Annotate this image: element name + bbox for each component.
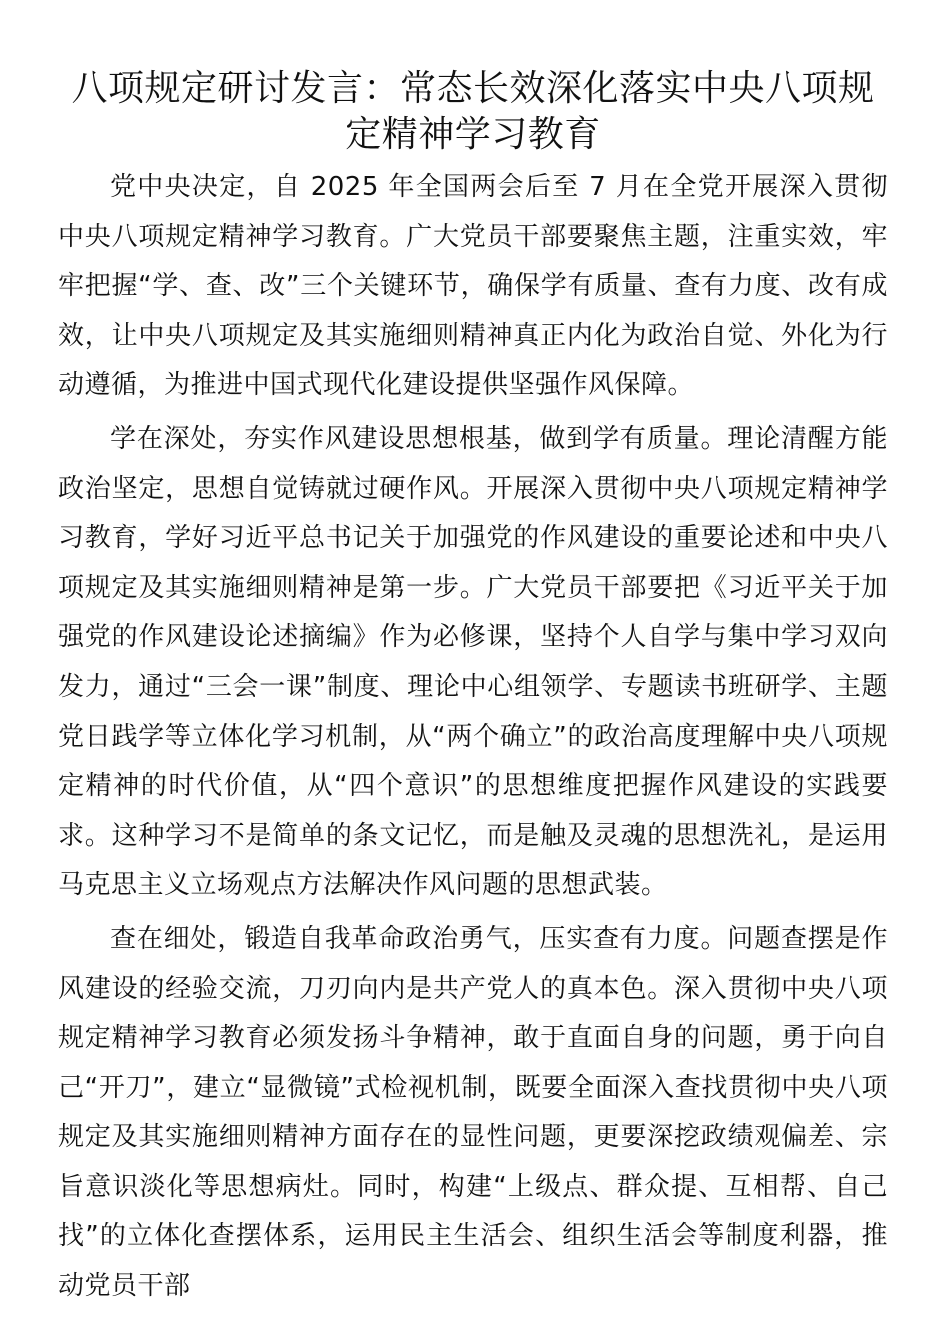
- document-title: 八项规定研讨发言：常态长效深化落实中央八项规定精神学习教育: [71, 68, 875, 155]
- paragraph-study: 学在深处，夯实作风建设思想根基，做到学有质量。理论清醒方能政治坚定，思想自觉铸就过硬作风。开展深入贯彻中央八项规定精神学习教育，学好习近平总书记关于加强党的作风建设的重要论述和中央八项规定及其实施细则精神是第一步。广大党员干部要把《习近平关于加强党的作风建设论述摘编》作为必修课，坚持个人自学与集中学习双向发力，通过“三会一课”制度、理论中心组领学、专题读书班研学、主题党日践学等立体化学习机制，从“两个确立”的政治高度理解中央八项规定精神的时代价值，从“四个意识”的思想维度把握作风建设的实践要求。这种学习不是简单的条文记忆，而是触及灵魂的思想洗礼，是运用马克思主义立场观点方法解决作风问题的思想武装。: [58, 423, 888, 901]
- paragraph-inspect: 查在细处，锻造自我革命政治勇气，压实查有力度。问题查摆是作风建设的经验交流，刀刃向内是共产党人的真本色。深入贯彻中央八项规定精神学习教育必须发扬斗争精神，敢于直面自身的问题，勇于向自己“开刀”，建立“显微镜”式检视机制，既要全面深入查找贯彻中央八项规定及其实施细则精神方面存在的显性问题，更要深挖政绩观偏差、宗旨意识淡化等思想病灶。同时，构建“上级点、群众提、互相帮、自己找”的立体化查摆体系，运用民主生活会、组织生活会等制度利器，推动党员干部: [58, 923, 888, 1302]
- document-body: [58, 163, 888, 1312]
- paragraph-intro: 党中央决定，自 2025 年全国两会后至 7 月在全党开展深入贯彻中央八项规定精神学习教育。广大党员干部要聚焦主题，注重实效，牢牢把握“学、查、改”三个关键环节，确保学有质量、查有力度、改有成效，让中央八项规定及其实施细则精神真正内化为政治自觉、外化为行动遵循，为推进中国式现代化建设提供坚强作风保障。: [58, 172, 888, 401]
- document-page: [58, 66, 888, 1316]
